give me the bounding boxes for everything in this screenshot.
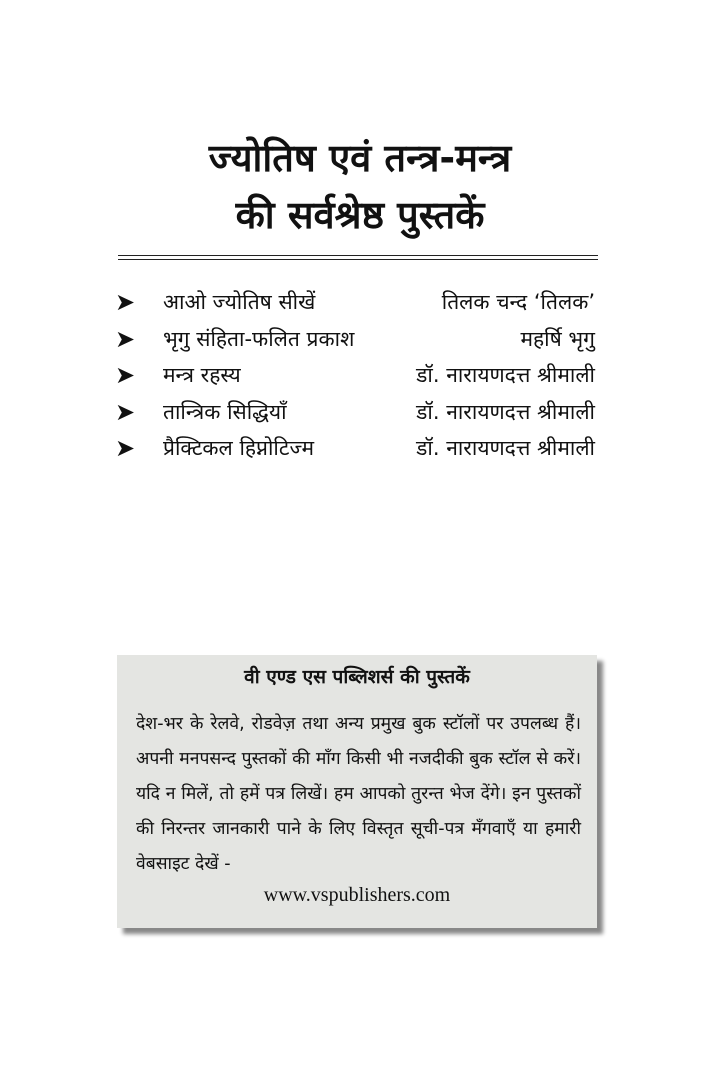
divider [118, 255, 598, 256]
notice-body: देश-भर के रेलवे, रोडवेज़ तथा अन्य प्रमुख बुक स्टॉलों पर उपलब्ध हैं। अपनी मनपसन्द पुस्तकों की माँग किसी भी नजदीकी बुक स्टॉल से करें। यदि न मिलें, तो हमें पत्र लिखें। हम आपको तुरन्त भेज देंगे। इन पुस्तकों की निरन्तर जानकारी पाने के लिए विस्तृत सूची-पत्र मँगवाएँ या हमारी वेबसाइट देखें - [136, 714, 581, 874]
list-item [115, 321, 595, 358]
page-title-line-1: ज्योतिष एवं तन्त्र-मन्त्र [208, 136, 512, 180]
book-title: मन्त्र रहस्य [163, 363, 241, 388]
arrow-bullet-icon: ➤ [115, 434, 136, 463]
list-item [115, 357, 595, 394]
list-item [115, 430, 595, 467]
notice-heading: वी एण्ड एस पब्लिशर्स की पुस्तकें [244, 666, 470, 688]
page-title-line-2: की सर्वश्रेष्ठ पुस्तकें [235, 193, 485, 237]
list-item [115, 284, 595, 321]
book-title: प्रैक्टिकल हिप्नोटिज्म [163, 436, 315, 461]
book-author: तिलक चन्द ‘तिलक’ [441, 290, 595, 315]
book-title: भृगु संहिता-फलित प्रकाश [163, 326, 355, 351]
arrow-bullet-icon: ➤ [115, 361, 136, 390]
book-author: डॉ. नारायणदत्त श्रीमाली [416, 363, 595, 388]
book-author: महर्षि भृगु [520, 326, 595, 351]
book-title: आओ ज्योतिष सीखें [163, 290, 316, 315]
book-list [115, 284, 595, 467]
book-author: डॉ. नारायणदत्त श्रीमाली [416, 399, 595, 424]
arrow-bullet-icon: ➤ [115, 397, 136, 426]
book-title: तान्त्रिक सिद्धियाँ [163, 399, 287, 424]
arrow-bullet-icon: ➤ [115, 324, 136, 353]
publisher-notice-box [117, 655, 597, 928]
divider [118, 259, 598, 260]
arrow-bullet-icon: ➤ [115, 288, 136, 317]
list-item [115, 394, 595, 431]
book-author: डॉ. नारायणदत्त श्रीमाली [416, 436, 595, 461]
website-link[interactable]: www.vspublishers.com [263, 884, 451, 906]
